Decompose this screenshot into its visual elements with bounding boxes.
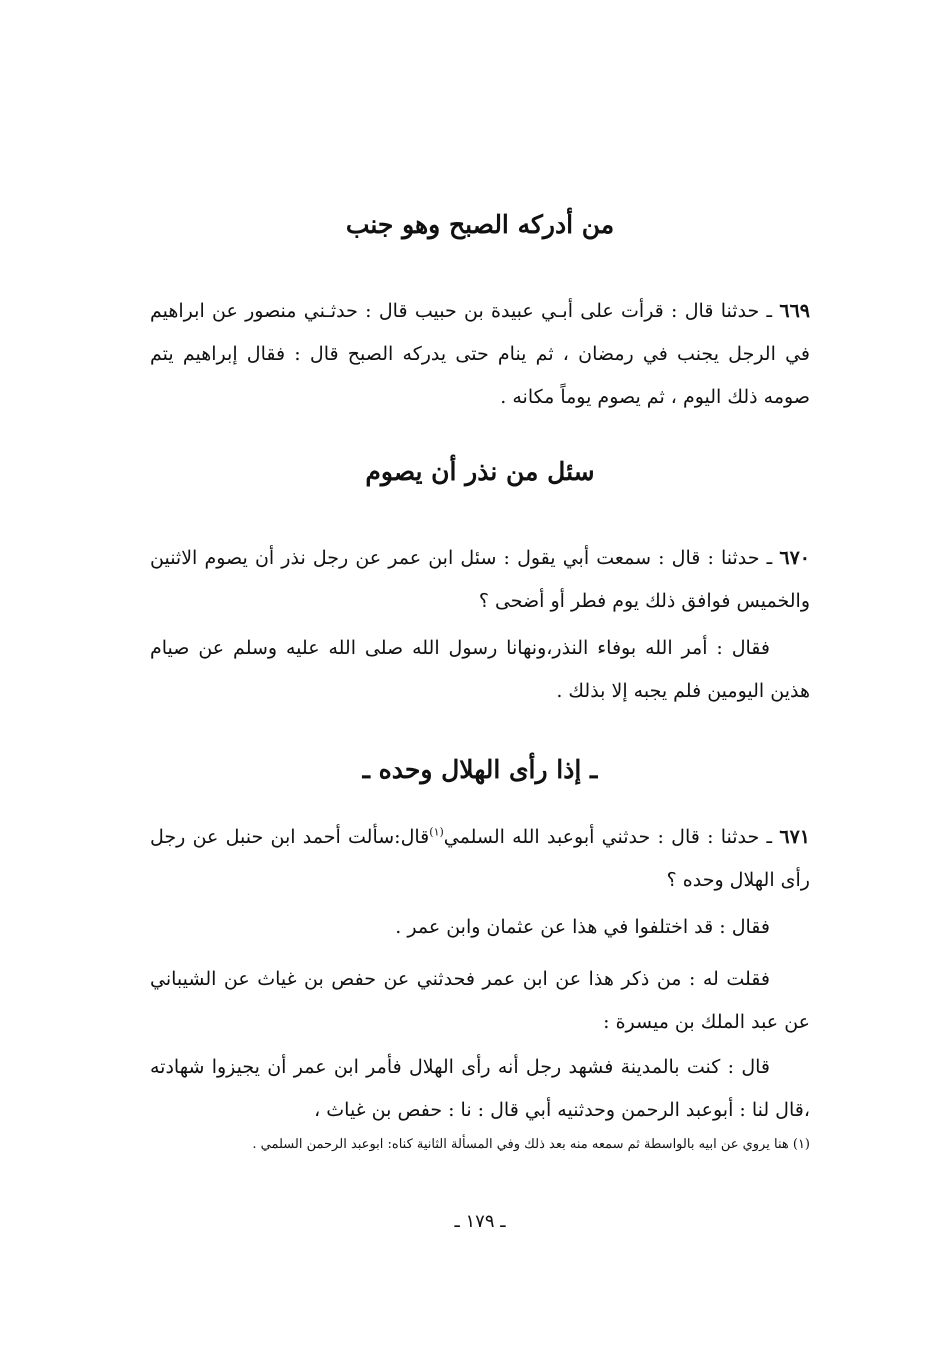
paragraph-text: ـ حدثنا قال : قرأت على أبـي عبيدة بن حبيب قال : حدثـني منصور عن ابراهيم في الرجل يجنب في رمضان ، ثم ينام حتى يدركه الصبح قال : فقال إبراهيم يتم صومه ذلك اليوم ، ثم يصوم يوماً مكانه . xyxy=(150,300,810,408)
paragraph-text: ـ حدثنا : قال : سمعت أبي يقول : سئل ابن عمر عن رجل نذر أن يصوم الاثنين والخميس فوافق ذلك يوم فطر أو أضحى ؟ xyxy=(150,547,810,612)
footnote-reference: (١) xyxy=(429,825,444,839)
paragraph-text: قال : كنت بالمدينة فشهد رجل أنه رأى الهلال فأمر ابن عمر أن يجيزوا شهادته ،قال لنا : أبوعبد الرحمن وحدثنيه أبي قال : نا : حفص بن غياث ، xyxy=(150,1056,810,1121)
paragraph-670 xyxy=(150,537,810,623)
footnote: (١) هنا يروي عن ابيه بالواسطة ثم سمعه منه بعد ذلك وفي المسألة الثانية كناه: ابوعبد الرحمن السلمي . xyxy=(252,1137,810,1152)
section-heading: سئل من نذر أن يصوم xyxy=(365,457,595,486)
paragraph-text: قال:سألت أحمد ابن حنبل عن رجل رأى الهلال وحده ؟ xyxy=(150,826,810,891)
page-number: ـ ١٧٩ ـ xyxy=(454,1211,506,1232)
paragraph-text: فقال : قد اختلفوا في هذا عن عثمان وابن عمر . xyxy=(395,916,770,938)
section-heading: ـ إذا رأى الهلال وحده ـ xyxy=(362,755,598,784)
hadith-number: ٦٦٩ xyxy=(779,300,810,322)
hadith-number: ٦٧١ xyxy=(779,826,810,848)
document-page xyxy=(150,0,810,1348)
paragraph-669 xyxy=(150,290,810,419)
paragraph-text: فقلت له : من ذكر هذا عن ابن عمر فحدثني عن حفص بن غياث عن الشيباني عن عبد الملك بن ميسرة : xyxy=(150,968,810,1033)
paragraph-671 xyxy=(150,816,810,902)
paragraph-text: ـ حدثنا : قال : حدثني أبوعبد الله السلمي xyxy=(443,826,773,848)
paragraph-text: فقال : أمر الله بوفاء النذر،ونهانا رسول الله صلى الله عليه وسلم عن صيام هذين اليومين فلم يجبه إلا بذلك . xyxy=(150,637,810,702)
hadith-number: ٦٧٠ xyxy=(779,547,810,569)
section-heading: من أدركه الصبح وهو جنب xyxy=(345,210,615,239)
